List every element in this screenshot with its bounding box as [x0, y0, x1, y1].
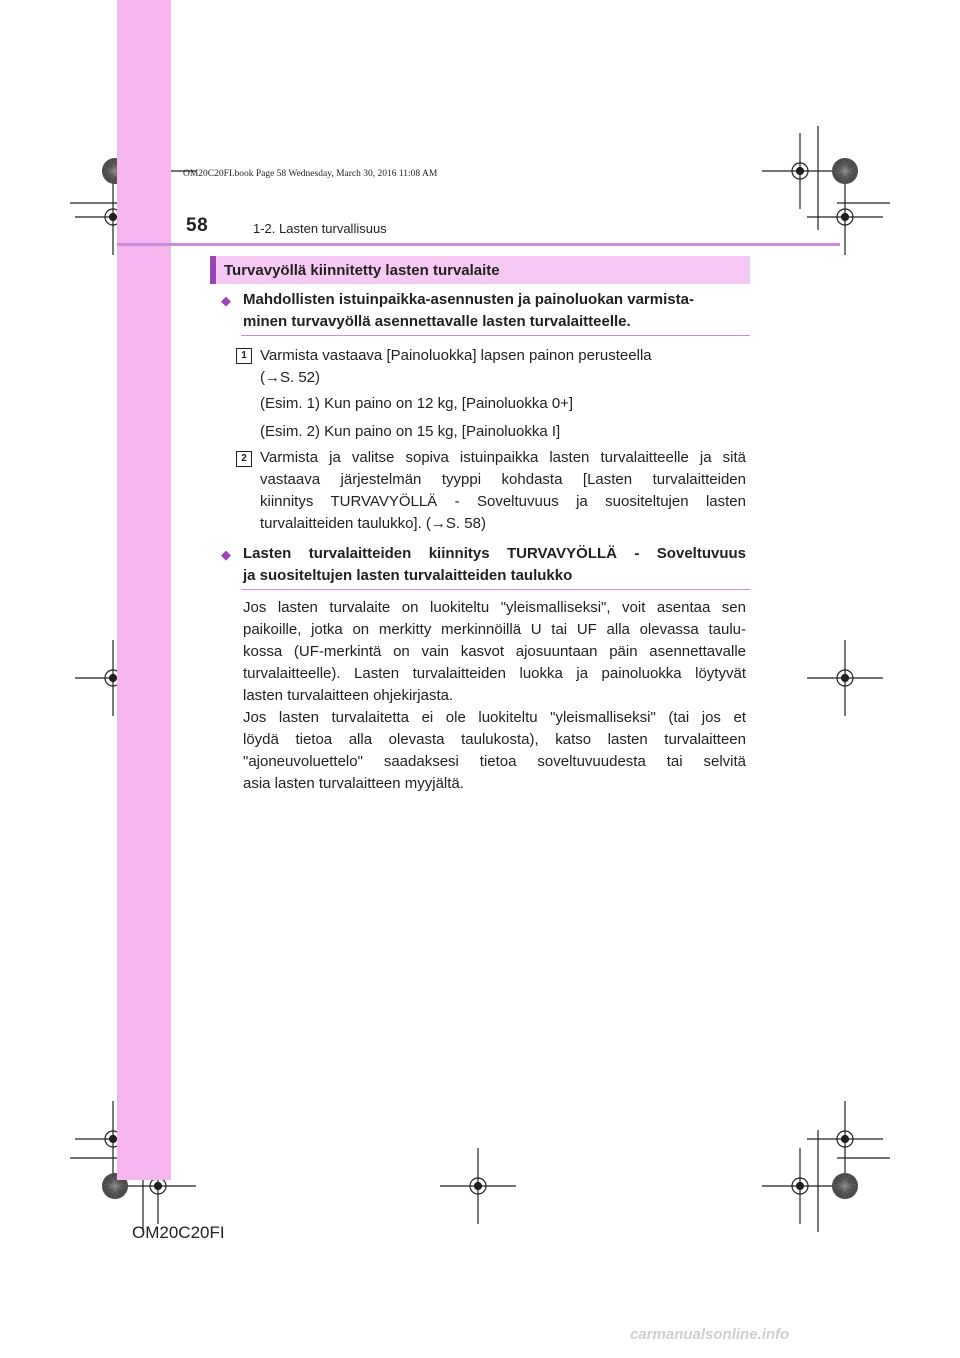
header-rule [117, 243, 840, 246]
step-line: Varmista vastaava [Painoluokka] lapsen painon perusteella [260, 347, 652, 364]
body-line: kossa (UF-merkintä on vain kasvot ajosuuntaan päin asennettavalle [243, 643, 746, 660]
step-line: kiinnitys TURVAVYÖLLÄ - Soveltuvuus ja suositeltujen lasten [260, 493, 746, 510]
step-text [260, 345, 746, 389]
subsection-heading-line: Mahdollisten istuinpaikka-asennusten ja painoluokan varmista- [243, 291, 694, 308]
body-line: turvalaitteelle). Lasten turvalaitteiden luokka ja painoluokka löytyvät [243, 665, 746, 682]
section-title-accent [210, 256, 216, 284]
example-text: (Esim. 1) Kun paino on 12 kg, [Painoluokka 0+] [260, 395, 574, 412]
body-line: löydä tietoa alla olevasta taulukosta), katso lasten turvalaitteen [243, 731, 746, 748]
sunburst-mark-icon [832, 158, 858, 184]
body-line: lasten turvalaitteen ohjekirjasta. [243, 687, 454, 704]
step-badge: 1 [236, 348, 252, 364]
step-text [260, 447, 746, 535]
section-path: 1-2. Lasten turvallisuus [253, 221, 387, 236]
step-line: vastaava järjestelmän tyyppi kohdasta [Lasten turvalaitteiden [260, 471, 746, 488]
step-line: Varmista ja valitse sopiva istuinpaikka lasten turvalaitteelle ja sitä [260, 449, 746, 466]
registration-target-icon [762, 133, 838, 209]
subsection-rule [241, 335, 750, 336]
registration-target-icon [440, 1148, 516, 1224]
sunburst-mark-icon [832, 1173, 858, 1199]
body-line: "ajoneuvoluettelo" saadaksesi tietoa soveltuvuudesta tai selvitä [243, 753, 746, 770]
sidebar-band [117, 0, 171, 1180]
registration-target-icon [807, 640, 883, 716]
body-line: Jos lasten turvalaite on luokiteltu "yleismalliseksi", voit asentaa sen [243, 599, 746, 616]
subsection-heading [243, 289, 746, 333]
diamond-bullet-icon: ◆ [221, 293, 231, 308]
example-text: (Esim. 2) Kun paino on 15 kg, [Painoluokka I] [260, 423, 561, 440]
step-badge: 2 [236, 451, 252, 467]
subsection-heading-line: Lasten turvalaitteiden kiinnitys TURVAVYÖLLÄ - Soveltuvuus [243, 545, 746, 562]
registration-target-icon [762, 1148, 838, 1224]
step-line: turvalaitteiden taulukko]. (→S. 58) [260, 515, 486, 532]
body-line: Jos lasten turvalaitetta ei ole luokiteltu "yleismalliseksi" (tai jos et [243, 709, 746, 726]
section-title: Turvavyöllä kiinnitetty lasten turvalaite [224, 262, 500, 279]
body-line: asia lasten turvalaitteen myyjältä. [243, 775, 464, 792]
subsection-heading-line: minen turvavyöllä asennettavalle lasten turvalaitteelle. [243, 313, 631, 330]
body-line: paikoille, jotka on merkitty merkinnöillä U tai UF alla olevassa taulu- [243, 621, 746, 638]
step-line: (→S. 52) [260, 369, 321, 386]
subsection-rule [241, 589, 750, 590]
page-number: 58 [186, 215, 209, 236]
diamond-bullet-icon: ◆ [221, 547, 231, 562]
print-stamp: OM20C20FI.book Page 58 Wednesday, March 30, 2016 11:08 AM [183, 169, 438, 179]
subsection-heading [243, 543, 746, 587]
subsection-heading-line: ja suositeltujen lasten turvalaitteiden taulukko [243, 567, 573, 584]
document-code: OM20C20FI [132, 1223, 225, 1242]
watermark: carmanualsonline.info [630, 1326, 790, 1343]
body-paragraph [243, 597, 746, 795]
